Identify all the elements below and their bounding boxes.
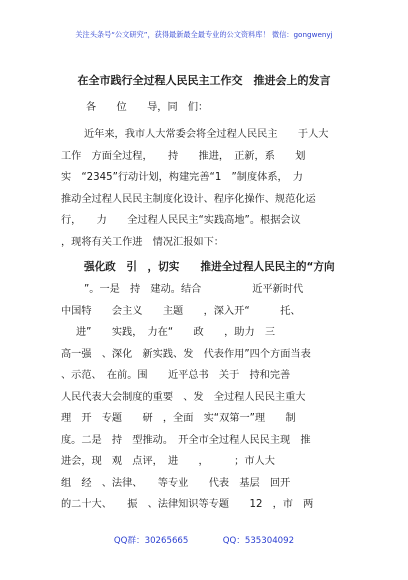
body-line: ”。一是 持 建动。结合 近平新时代 bbox=[84, 284, 304, 295]
body-line: 人民代表大会制度的重要 、发 全过程人民民主重大 bbox=[61, 392, 306, 403]
body-line: 中国特 会主义 主题 ，深入开“ 托、 bbox=[61, 306, 301, 317]
body-line: 的二十大、 振 、法律知识等专题 12 ，市 两 bbox=[61, 499, 314, 510]
top-banner-notice: 关注头条号“公文研究”，获得最新最全最专业的公文资料库！ 微信：gongwenyj bbox=[75, 30, 333, 39]
body-line: 进会，现 观 点评， 进 ， ；市人大 bbox=[61, 456, 275, 467]
footer-contact: QQ群：30265665 QQ：535304092 bbox=[113, 536, 295, 546]
body-line: 理 开 专题 研 ，全面 实“双第一”理 制 bbox=[61, 413, 296, 424]
body-line: 近年来，我市人大常委会将全过程人民民主 于人大 bbox=[84, 129, 329, 140]
body-line: 进” 实践， 力在“ 政 ，助力 三 bbox=[76, 327, 276, 338]
body-line: 实 “2345”行动计划，构建完善“1 ”制度体系， 力 bbox=[61, 172, 303, 183]
document-title: 在全市践行全过程人民民主工作交 推进会上的发言 bbox=[77, 74, 331, 87]
body-line: 、示范、 在前。围 近平总书 关于 持和完善 bbox=[61, 370, 291, 381]
body-line: 工作 方面全过程， 持 推进， 正新，系 划 bbox=[61, 151, 306, 162]
body-line: 行， 力 全过程人民民主“实践高地”。根据会议 bbox=[61, 215, 301, 226]
section-heading: 强化政 引 ，切实 推进全过程人民民主的“方向 bbox=[84, 261, 335, 273]
body-line: 推动全过程人民民主制度化设计、程序化操作、规范化运 bbox=[61, 194, 316, 205]
body-line: 组 经 、法律、 等专业 代表 基层 回开 bbox=[61, 478, 291, 489]
body-line: 高一强 、深化 新实践、发 代表作用”四个方面当表 bbox=[61, 349, 311, 360]
salutation-line: 各 位 导，同 们： bbox=[86, 102, 209, 113]
body-line: ，现将有关工作进 情况汇报如下： bbox=[61, 237, 224, 248]
body-line: 度。二是 持 型推动。 开全市全过程人民民主现 推 bbox=[61, 435, 311, 446]
